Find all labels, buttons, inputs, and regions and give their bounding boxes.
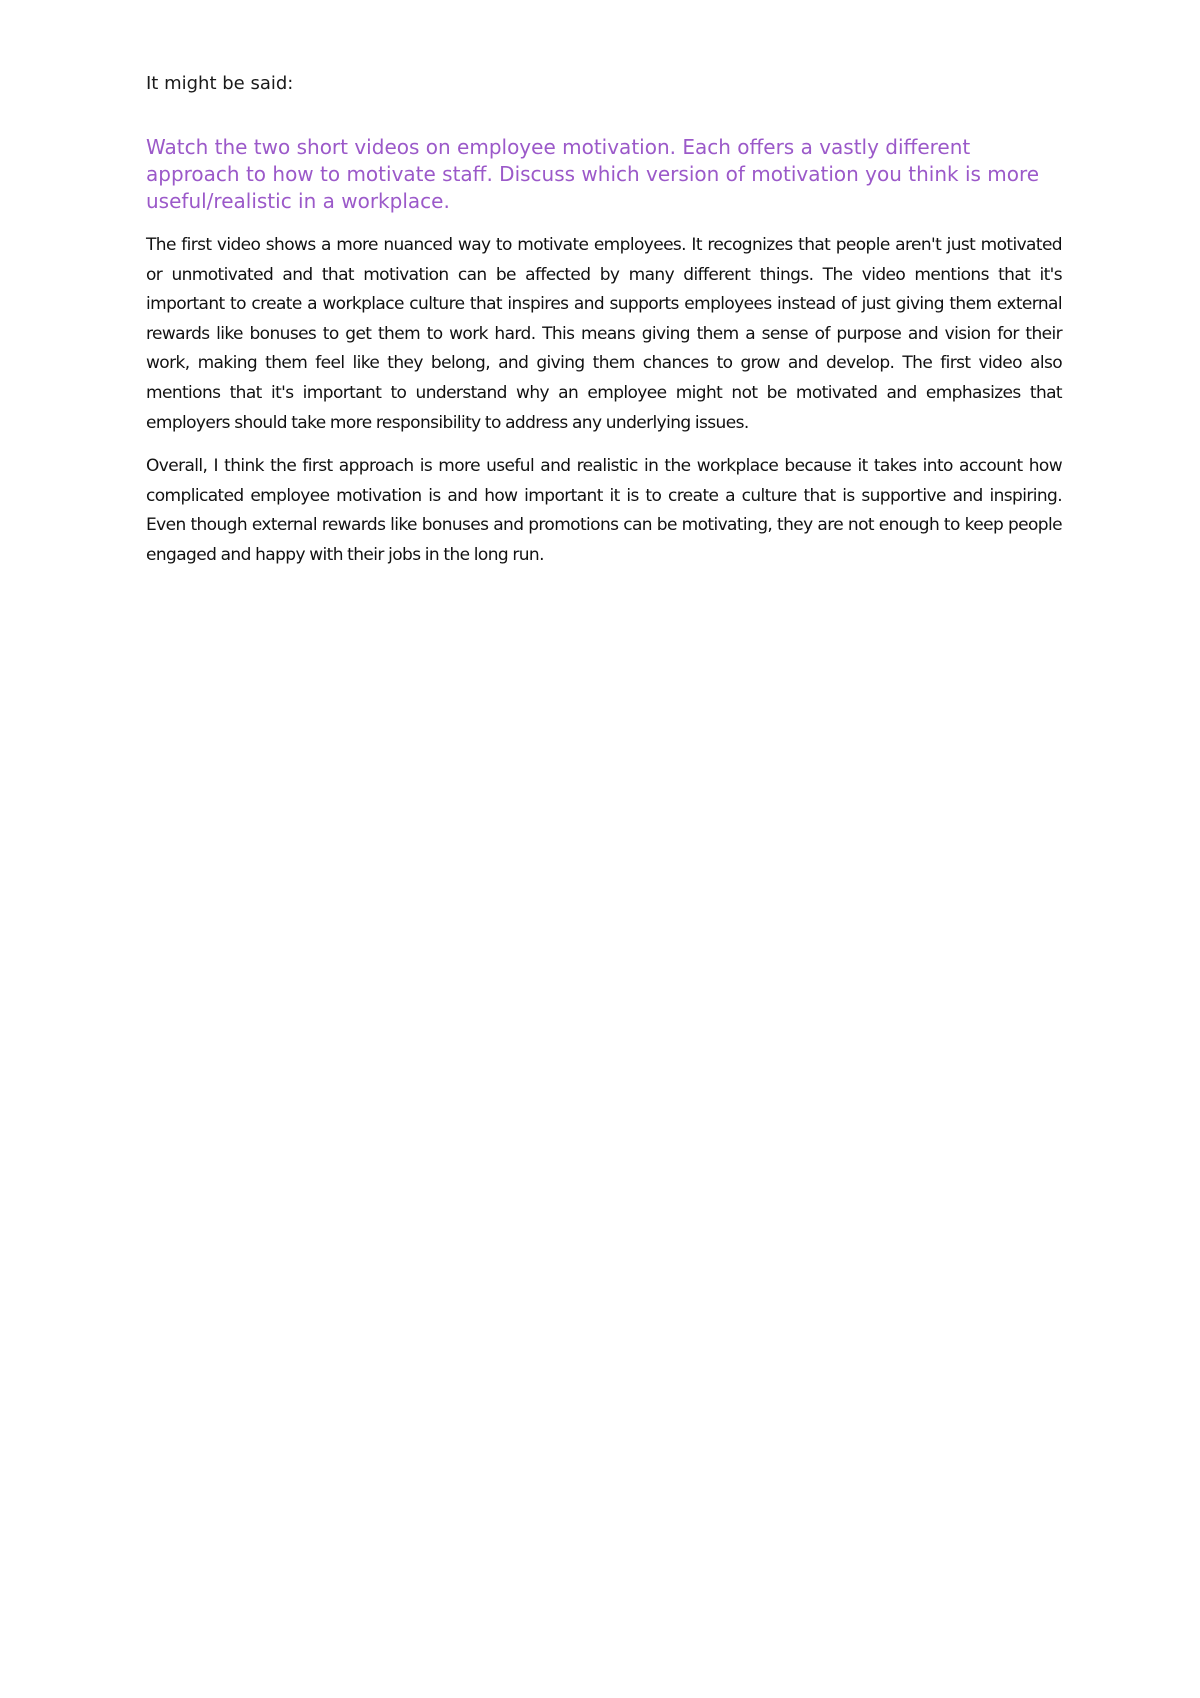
paragraph-conclusion: Overall, I think the first approach is more useful and realistic in the workplace because it takes into account how complicated employee motivation is and how important it is to create a culture that is supportive and inspiring. Even though external rewards like bonuses and promotions can be motivating, they are not enough to keep people engaged and happy with their jobs in the long run. (146, 456, 1062, 565)
paragraph-first-video: The first video shows a more nuanced way to motivate employees. It recognizes that people aren't just motivated or unmotivated and that motivation can be affected by many different things. The video mentions that it's important to create a workplace culture that inspires and supports employees instead of just giving them external rewards like bonuses to get them to work hard. This means giving them a sense of purpose and vision for their work, making them feel like they belong, and giving them chances to grow and develop. The first video also mentions that it's important to understand why an employee might not be motivated and emphasizes that employers should take more responsibility to address any underlying issues. (146, 235, 1062, 433)
intro-line: It might be said: (146, 73, 294, 94)
document-body (146, 70, 1062, 585)
assignment-prompt: Watch the two short videos on employee motivation. Each offers a vastly different approach to how to motivate staff. Discuss which version of motivation you think is more useful/realistic in a workplace. (146, 135, 1040, 213)
